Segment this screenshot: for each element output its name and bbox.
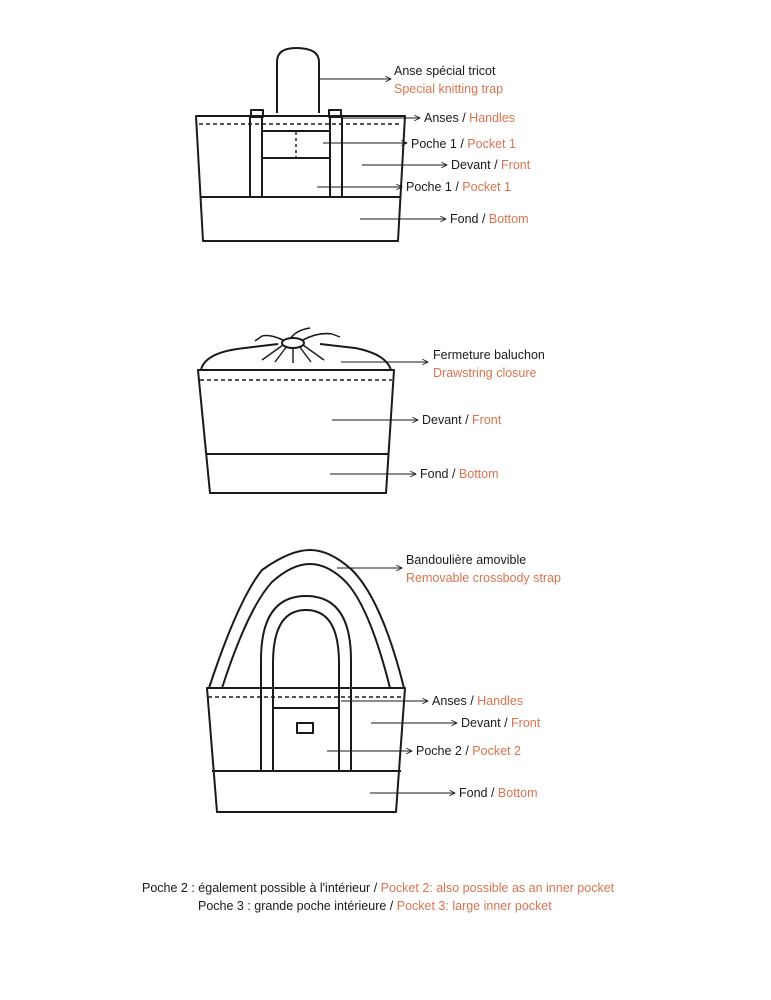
footnote-pocket2-en: Pocket 2: also possible as an inner pocket — [380, 881, 615, 895]
label-bag3-handles — [432, 692, 523, 710]
label-bag1-bottom — [450, 210, 529, 228]
label-bag3-pocket2-fr: Poche 2 / — [416, 744, 473, 758]
bag2-drawing — [198, 328, 394, 493]
label-bag3-handles-en: Handles — [477, 694, 524, 708]
label-bag1-front — [451, 156, 530, 174]
footnote-pocket3-fr: Poche 3 : grande poche intérieure / — [198, 899, 397, 913]
label-drawstring-closure-en: Drawstring closure — [433, 366, 537, 380]
label-bag3-front — [461, 714, 540, 732]
footnote-pocket3 — [198, 897, 552, 915]
label-knitting-strap-en: Special knitting trap — [394, 82, 504, 96]
label-bag3-front-en: Front — [511, 716, 541, 730]
label-bag2-bottom-fr: Fond / — [420, 467, 459, 481]
label-bag3-front-fr: Devant / — [461, 716, 512, 730]
label-drawstring-closure-fr: Fermeture baluchon — [433, 348, 545, 362]
label-crossbody-strap-en: Removable crossbody strap — [406, 571, 561, 585]
bag2-leaders — [330, 362, 428, 474]
footnote-pocket3-en: Pocket 3: large inner pocket — [396, 899, 552, 913]
label-bag3-bottom-fr: Fond / — [459, 786, 498, 800]
label-bag2-front — [422, 411, 501, 429]
label-bag1-pocket1-top-en: Pocket 1 — [467, 137, 516, 151]
label-bag2-bottom-en: Bottom — [458, 467, 499, 481]
bag1-drawing — [196, 48, 405, 241]
label-bag3-handles-fr: Anses / — [432, 694, 478, 708]
label-bag1-pocket1-bottom-en: Pocket 1 — [462, 180, 511, 194]
label-bag2-front-en: Front — [472, 413, 502, 427]
label-bag3-pocket2-en: Pocket 2 — [472, 744, 521, 758]
label-bag1-pocket1-bottom-fr: Poche 1 / — [406, 180, 463, 194]
label-knitting-strap-fr: Anse spécial tricot — [394, 64, 496, 78]
label-bag2-bottom — [420, 465, 499, 483]
label-bag1-front-en: Front — [501, 158, 531, 172]
bag3-drawing — [207, 550, 405, 812]
footnote-pocket2-fr: Poche 2 : également possible à l'intérieur / — [142, 881, 381, 895]
label-bag1-pocket1-bottom — [406, 178, 511, 196]
label-bag3-pocket2 — [416, 742, 521, 760]
label-bag1-pocket1-top-fr: Poche 1 / — [411, 137, 468, 151]
footnote-pocket2 — [142, 879, 614, 897]
label-bag3-bottom — [459, 784, 538, 802]
label-bag1-handles-en: Handles — [469, 111, 516, 125]
label-crossbody-strap-fr: Bandoulière amovible — [406, 553, 527, 567]
label-bag1-handles-fr: Anses / — [424, 111, 470, 125]
label-crossbody-strap — [406, 551, 561, 587]
label-bag1-bottom-fr: Fond / — [450, 212, 489, 226]
label-bag1-pocket1-top — [411, 135, 516, 153]
label-bag1-bottom-en: Bottom — [488, 212, 529, 226]
label-knitting-strap — [394, 62, 503, 98]
label-bag3-bottom-en: Bottom — [497, 786, 538, 800]
label-drawstring-closure — [433, 346, 545, 382]
label-bag1-front-fr: Devant / — [451, 158, 502, 172]
label-bag2-front-fr: Devant / — [422, 413, 473, 427]
label-bag1-handles — [424, 109, 515, 127]
